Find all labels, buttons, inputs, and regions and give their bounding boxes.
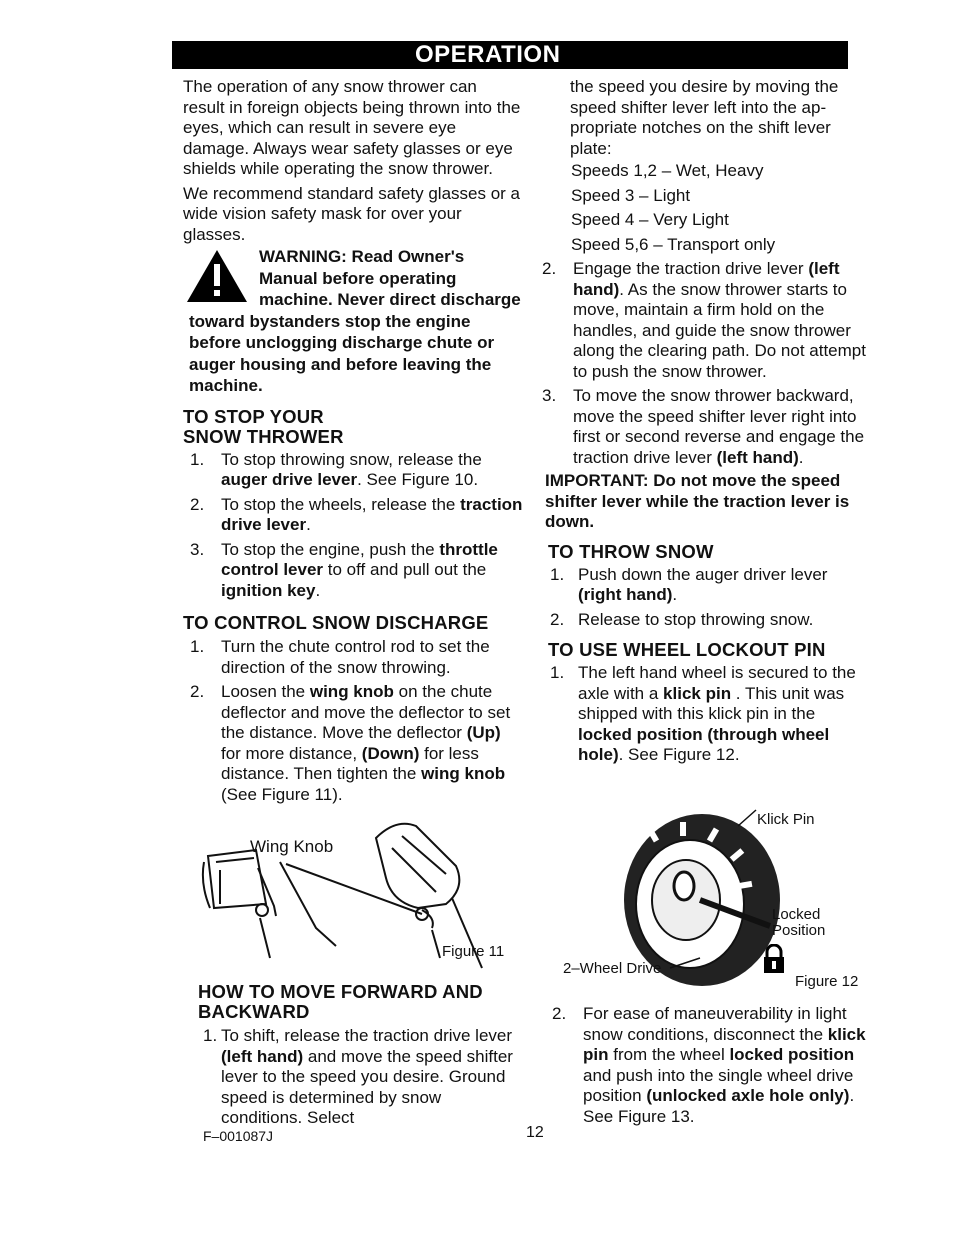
discharge-section	[183, 613, 523, 805]
lockout-heading: TO USE WHEEL LOCKOUT PIN	[548, 639, 826, 660]
move-heading-2: BACKWARD	[198, 1001, 310, 1022]
discharge-item: 2. Loosen the wing knob on the chute deflector and move the deflector to set the distance. Move the deflector (Up) for more distance, (Down) for less distance. Then tighten the wing knob (See Figure 11).	[190, 682, 511, 804]
move-heading-1: HOW TO MOVE FORWARD AND	[198, 981, 483, 1002]
speed-item: Speed 3 – Light	[571, 185, 691, 205]
throw-item: 1. Push down the auger driver lever (right hand).	[550, 564, 828, 604]
important-note: IMPORTANT: Do not move the speed shifter lever while the traction lever is down.	[545, 471, 850, 531]
move-section	[183, 982, 523, 1129]
throw-section	[540, 542, 870, 631]
wheel-drive-label: 2–Wheel Drive	[563, 960, 662, 977]
continued-paragraph: the speed you desire by moving the speed shifter lever left into the appropriate notches on the shift lever plate:	[570, 77, 839, 158]
section-title: OPERATION	[415, 41, 561, 68]
move-item: 1. To shift, release the traction drive lever (left hand) and move the speed shifter lever to the speed you desire. Ground speed is determined by snow conditions. Select	[203, 1026, 513, 1127]
throw-item: 2. Release to stop throwing snow.	[550, 609, 814, 629]
speed-item: Speed 5,6 – Transport only	[571, 234, 776, 254]
locked-label-2: Position	[772, 922, 826, 939]
locked-label-1: Locked	[772, 906, 821, 923]
unlock-item: 2. For ease of maneuverability in light snow conditions, disconnect the klick pin from the wheel locked position and push into the single wheel drive position (unlocked axle hole only). See Figure 13.	[552, 1004, 866, 1126]
warning-block	[183, 246, 523, 397]
section-banner	[172, 41, 848, 69]
stop-item: 2. To stop the wheels, release the traction drive lever.	[190, 494, 523, 534]
move-item: 2. Engage the traction drive lever (left hand). As the snow thrower starts to move, maintain a firm hold on the handles, and guide the snow thrower along the clearing path. Do not attempt to push the snow thrower.	[542, 259, 866, 381]
lockout-item: 1. The left hand wheel is secured to the axle with a klick pin . This unit was shipped with this klick pin in the locked position (through wheel hole). See Figure 12.	[550, 663, 856, 764]
speed-item: Speeds 1,2 – Wet, Heavy	[571, 161, 764, 180]
warning-triangle-icon	[187, 250, 247, 302]
unlock-instructions	[550, 1004, 875, 1127]
warning-text: WARNING: Read Owner's Manual before operating machine. Never direct discharge toward bystanders stop the engine before unclogging discharge chute or auger housing and before leaving the machine.	[189, 247, 521, 395]
throw-heading: TO THROW SNOW	[548, 540, 714, 562]
stop-section	[183, 407, 523, 602]
stop-item: 1. To stop throwing snow, release the auger drive lever. See Figure 10.	[190, 449, 482, 489]
page-number: 12	[526, 1124, 544, 1141]
move-item: 3. To move the snow thrower backward, move the speed shifter lever right into first or second reverse and engage the traction drive lever (left hand).	[542, 386, 865, 467]
discharge-heading: TO CONTROL SNOW DISCHARGE	[183, 612, 489, 633]
stop-heading-1: TO STOP YOUR	[183, 405, 324, 427]
speeds-list	[540, 161, 870, 255]
document-code: F–001087J	[203, 1128, 274, 1144]
speed-item: Speed 4 – Very Light	[571, 210, 729, 229]
left-column	[183, 77, 523, 805]
stop-item: 3. To stop the engine, push the throttle control lever to off and pull out the ignition key.	[190, 539, 498, 600]
right-column	[540, 77, 870, 766]
figure-11-label: Wing Knob	[250, 837, 334, 856]
figure-12-caption: Figure 12	[795, 973, 859, 990]
stop-heading-2: SNOW THROWER	[183, 425, 344, 447]
klick-pin-label: Klick Pin	[757, 811, 815, 828]
lock-icon	[762, 944, 786, 974]
safety-paragraph: We recommend standard safety glasses or a wide vision safety mask for over your glasses.	[183, 183, 521, 244]
figure-11-caption: Figure 11	[442, 943, 505, 960]
intro-paragraph: The operation of any snow thrower can result in foreign objects being thrown into the eyes, which can result in severe eye damage. Always wear safety glasses or eye shields while operating the snow thrower.	[183, 77, 521, 178]
discharge-item: 1. Turn the chute control rod to set the direction of the snow throwing.	[190, 637, 490, 677]
lockout-section	[540, 640, 870, 766]
